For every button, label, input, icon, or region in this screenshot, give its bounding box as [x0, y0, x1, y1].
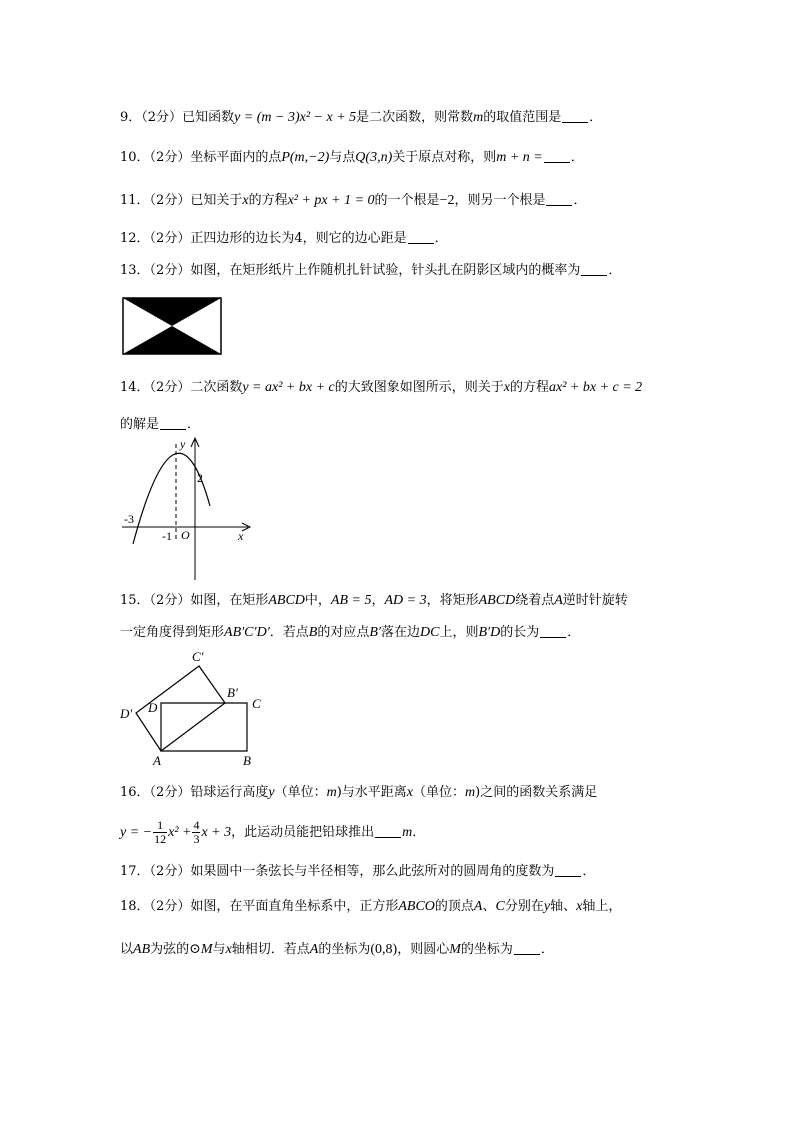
question-13: 13．（2分）如图，在矩形纸片上作随机扎针试验，针头扎在阴影区域内的概率为 ．	[120, 263, 622, 278]
x-axis-label: x	[238, 529, 244, 543]
question-17: 17．（2分）如果圆中一条弦长与半径相等，那么此弦所对的圆周角的度数为 ．	[120, 864, 596, 879]
question-15: 15．（2分）如图，在矩形ABCD中，AB = 5，AD = 3，将矩形ABCD绕着点A逆时针旋转	[120, 593, 628, 608]
question-14: 14．（2分）二次函数y = ax² + bx + c的大致图象如图所示，则关于x的方程ax² + bx + c = 2	[120, 380, 643, 395]
answer-blank	[546, 191, 572, 206]
answer-blank	[408, 229, 434, 244]
figure-13-bowtie-rectangle	[122, 297, 222, 355]
q9-function: y = (m − 3)x² − x + 5	[234, 110, 357, 125]
figure-15-rotated-rectangles	[114, 644, 274, 770]
answer-blank	[544, 148, 570, 163]
label-neg1: -1	[162, 529, 172, 543]
answer-blank	[540, 623, 566, 638]
answer-blank	[555, 862, 581, 877]
answer-blank	[514, 940, 540, 955]
question-10: 10．（2分）坐标平面内的点P(m,−2)与点Q(3,n)关于原点对称，则m + n = ．	[120, 150, 584, 165]
label-B-prime: B′	[227, 685, 238, 700]
answer-blank	[375, 823, 401, 838]
rectangle-ABCD	[161, 703, 247, 751]
question-16: 16．（2分）铅球运行高度y（单位：m)与水平距离x（单位：m)之间的函数关系满足	[120, 785, 598, 800]
label-D: D	[148, 700, 158, 715]
question-12: 12．（2分）正四边形的边长为4，则它的边心距是 ．	[120, 231, 448, 246]
question-16-cont: y = − $\frac{1}{12}$ x² + $\frac{4}{3}$ x + 3，此运动员能把铅球推出 m．	[120, 818, 426, 846]
label-D-prime: D′	[120, 706, 133, 721]
label-B: B	[243, 753, 251, 768]
question-14-cont: 的解是 ．	[120, 417, 201, 432]
question-15-cont: 一定角度得到矩形AB′C′D′．若点B的对应点B′落在边DC上，则B′D的长为 ．	[120, 625, 581, 640]
answer-blank	[160, 415, 186, 430]
answer-blank	[581, 261, 607, 276]
label-2: 2	[197, 471, 203, 485]
question-11: 11．（2分）已知关于x的方程x² + px + 1 = 0的一个根是−2，则另一个根是 ．	[120, 193, 587, 208]
question-18-cont: 以AB为弦的⊙M与x轴相切．若点A的坐标为(0,8)，则圆心M的坐标为 ．	[120, 942, 554, 957]
question-18: 18．（2分）如图，在平面直角坐标系中，正方形ABCO的顶点A、C分别在y轴、x轴上，	[120, 899, 622, 914]
y-axis-label: y	[180, 437, 186, 451]
question-9: 9．（2分）已知函数y = (m − 3)x² − x + 5是二次函数，则常数m的取值范围是 ．	[120, 110, 603, 125]
origin-label: O	[181, 528, 190, 542]
fraction-1-12: $\frac{1}{12}$	[154, 818, 167, 846]
label-A: A	[153, 753, 161, 768]
label-C: C	[252, 696, 261, 711]
answer-blank	[562, 108, 588, 123]
fraction-4-3: $\frac{4}{3}$	[193, 818, 200, 846]
figure-14-parabola	[118, 434, 258, 584]
label-C-prime: C′	[192, 649, 204, 664]
label-neg3: -3	[124, 512, 134, 526]
